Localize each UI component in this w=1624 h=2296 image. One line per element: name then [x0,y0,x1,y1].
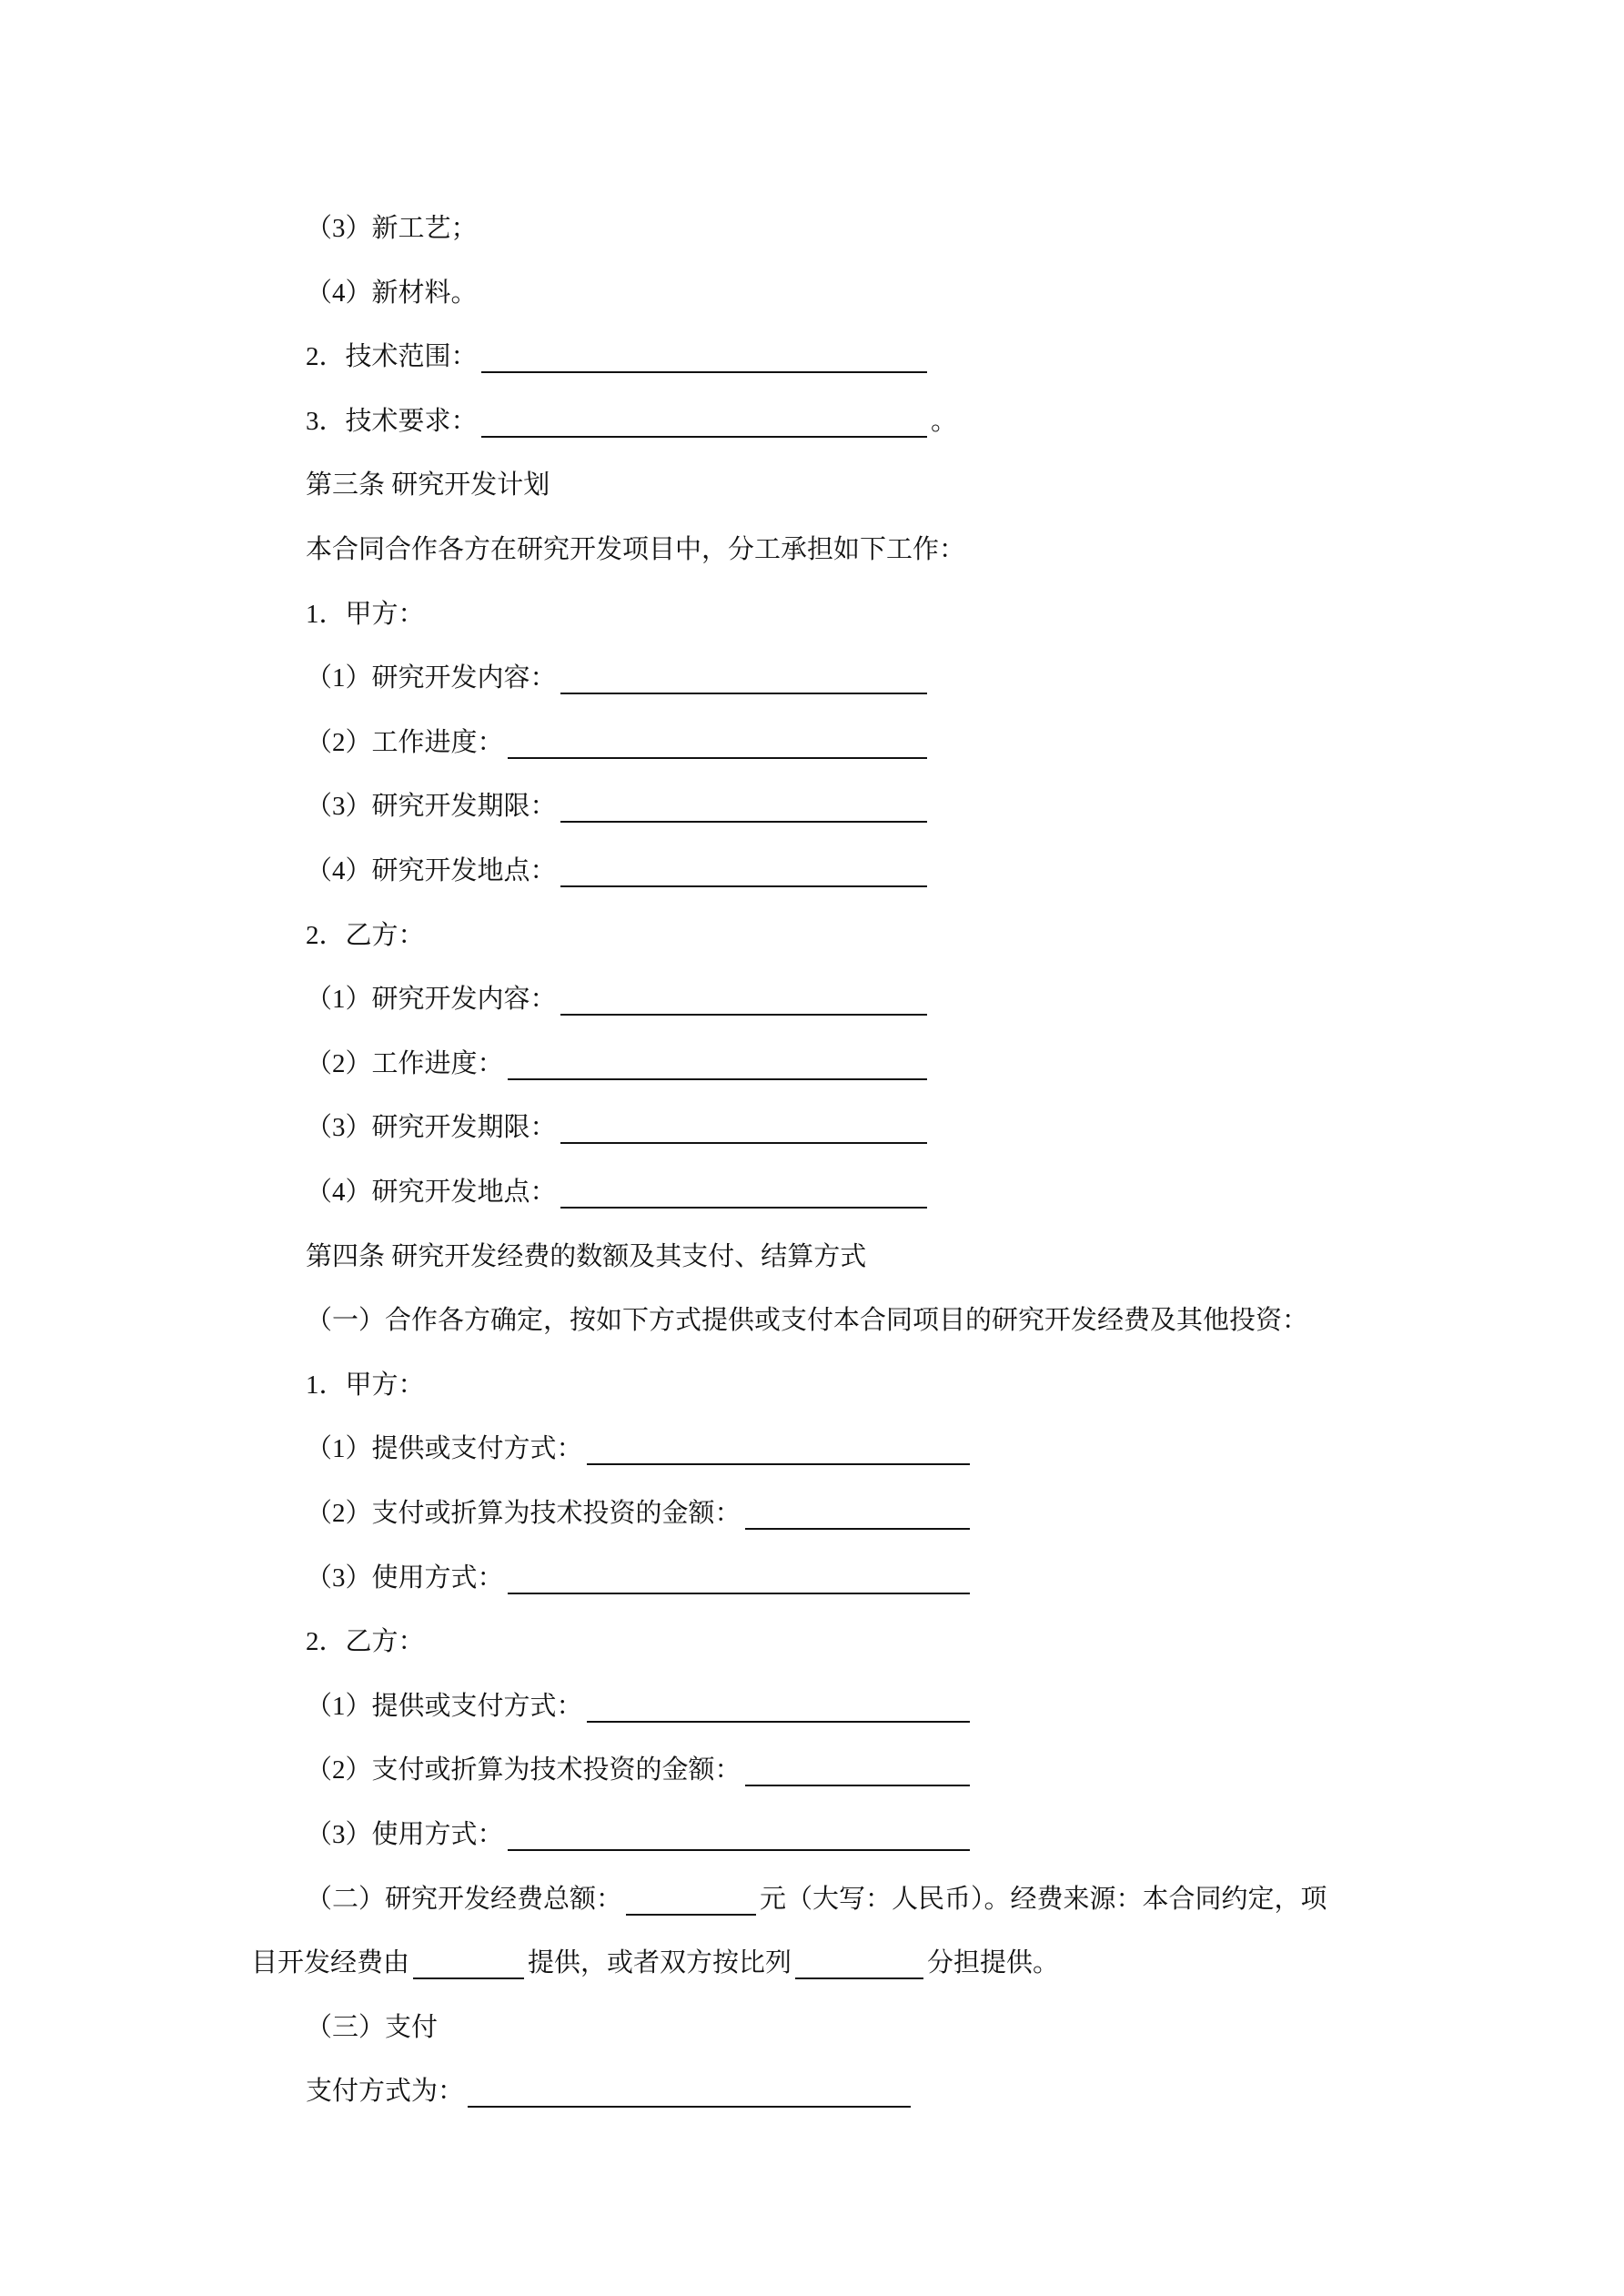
document-line [306,2075,914,2108]
document-line [306,1111,931,1144]
line-text: （1）研究开发内容： [306,985,557,1015]
document-line [306,405,957,438]
line-text: （三）支付 [306,2012,439,2042]
fill-in-blank[interactable] [413,1950,524,1979]
line-text: （2）工作进度： [306,1048,504,1078]
document-line [306,340,931,373]
document-line [306,855,931,887]
document-line [306,983,931,1016]
document-line [306,1432,973,1465]
fill-in-blank[interactable] [508,1822,970,1851]
line-text: （1）研究开发内容： [306,663,557,693]
document-line [306,1047,931,1080]
line-text: （3）使用方式： [306,1820,504,1849]
line-text: （二）研究开发经费总额： [306,1884,623,1914]
line-text: 1．甲方： [306,599,425,629]
fill-in-blank[interactable] [560,665,927,694]
document-line [306,1625,425,1658]
line-text: 第三条 研究开发计划 [306,470,550,501]
line-text: 3．技术要求： [306,406,478,436]
document-line [306,1304,1308,1337]
fill-in-blank[interactable] [508,1565,970,1594]
line-text: 2．技术范围： [306,342,478,372]
document-line [306,533,965,566]
fill-in-blank[interactable] [508,1051,927,1080]
line-text: 元（大写：人民币）。经费来源：本合同约定，项 [760,1884,1327,1914]
line-text: （一）合作各方确定，按如下方式提供或支付本合同项目的研究开发经费及其他投资： [306,1306,1309,1336]
line-text: （2）支付或折算为技术投资的金额： [306,1499,741,1528]
fill-in-blank[interactable] [587,1694,970,1723]
line-text: 2．乙方： [306,1627,425,1657]
document-line [306,919,425,952]
document-line [306,277,478,309]
line-text: （3）研究开发期限： [306,1113,557,1143]
document-line [306,2011,438,2044]
line-text: 。 [931,406,958,436]
line-text: （2）支付或折算为技术投资的金额： [306,1755,741,1785]
fill-in-blank[interactable] [481,409,927,438]
line-text: （1）提供或支付方式： [306,1434,583,1464]
line-text: 2．乙方： [306,920,425,950]
fill-in-blank[interactable] [481,344,927,373]
line-text: （3）新工艺； [306,214,478,243]
fill-in-blank[interactable] [795,1950,923,1979]
line-text: 目开发经费由 [251,1948,410,1978]
line-text: 分担提供。 [927,1948,1060,1978]
document-line [306,726,931,759]
line-text: （4）研究开发地点： [306,856,557,885]
document-line [306,1883,1327,1916]
fill-in-blank[interactable] [560,986,927,1016]
document-line [306,1369,425,1401]
line-text: （3）使用方式： [306,1563,504,1593]
line-text: 1．甲方： [306,1370,425,1400]
document-line [306,790,931,823]
fill-in-blank[interactable] [560,794,927,823]
line-text: 提供，或者双方按比列 [528,1948,792,1978]
document-line [306,1754,973,1786]
document-line [306,1497,973,1530]
line-text: （3）研究开发期限： [306,792,557,822]
document-line [306,1240,866,1273]
line-text: （4）新材料。 [306,278,478,308]
line-text: （2）工作进度： [306,727,504,757]
fill-in-blank[interactable] [745,1757,970,1786]
line-text: 支付方式为： [306,2077,465,2107]
fill-in-blank[interactable] [468,2079,911,2108]
fill-in-blank[interactable] [745,1501,970,1530]
line-text: （4）研究开发地点： [306,1178,557,1207]
document-line [306,1690,973,1723]
line-text: 第四条 研究开发经费的数额及其支付、结算方式 [306,1241,867,1271]
fill-in-blank[interactable] [560,1179,927,1209]
document-line [306,1562,973,1594]
document-line [306,662,931,694]
fill-in-blank[interactable] [626,1886,756,1916]
document-line [306,469,550,501]
fill-in-blank[interactable] [560,1115,927,1144]
document-line [306,1176,931,1209]
fill-in-blank[interactable] [508,730,927,759]
document-line [306,212,478,245]
fill-in-blank[interactable] [587,1436,970,1465]
line-text: （1）提供或支付方式： [306,1691,583,1721]
document-line [251,1947,1059,1979]
fill-in-blank[interactable] [560,858,927,887]
line-text: 本合同合作各方在研究开发项目中，分工承担如下工作： [306,535,966,564]
document-line [306,598,425,631]
document-line [306,1818,973,1851]
